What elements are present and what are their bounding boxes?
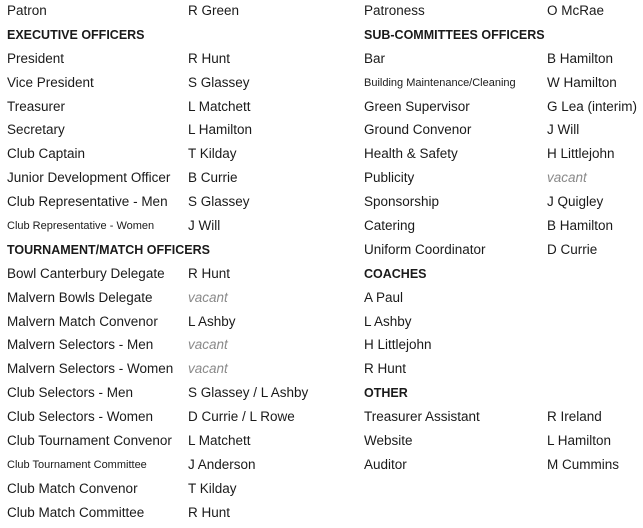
officer-row [364, 311, 643, 335]
officer-name: J Will [547, 122, 580, 138]
officer-name: R Hunt [188, 265, 231, 281]
section-heading-text: TOURNAMENT/MATCH OFFICERS [7, 242, 210, 257]
officer-name: R Hunt [188, 50, 231, 66]
officer-name: H Littlejohn [547, 146, 615, 162]
section-heading-coaches [364, 263, 643, 287]
officer-row [364, 358, 643, 382]
officer-name: R Green [188, 3, 240, 18]
officer-name: L Hamilton [547, 433, 612, 449]
officer-name: W Hamilton [547, 74, 617, 90]
officer-row [364, 430, 643, 454]
officer-name: B Hamilton [547, 218, 614, 234]
officer-row [7, 96, 357, 120]
role-label: Malvern Bowls Delegate [7, 289, 153, 305]
officer-row [364, 143, 643, 167]
officer-row [7, 0, 357, 24]
officer-row [7, 430, 357, 454]
vacant-name: vacant [188, 361, 228, 377]
role-label: Malvern Selectors - Men [7, 337, 154, 353]
section-heading-other [364, 382, 643, 406]
officer-name: T Kilday [188, 480, 237, 496]
officer-row [7, 287, 357, 311]
officer-row [364, 167, 643, 191]
officer-row [7, 167, 357, 191]
officer-row [7, 454, 357, 478]
role-label: Secretary [7, 122, 65, 138]
section-heading-sub-committees-officers [364, 24, 643, 48]
officer-name: L Ashby [188, 313, 236, 329]
role-label: Patroness [364, 3, 425, 18]
role-label: Club Selectors - Men [7, 385, 134, 401]
officer-name: J Anderson [188, 456, 256, 472]
officer-name: L Matchett [188, 98, 251, 114]
officer-name: J Quigley [547, 194, 604, 210]
role-label: A Paul [364, 289, 404, 305]
role-label: Building Maintenance/Cleaning [364, 76, 516, 89]
role-label: Club Tournament Committee [7, 458, 147, 471]
role-label: President [7, 50, 65, 66]
officer-name: T Kilday [188, 146, 237, 162]
vacant-name: vacant [188, 289, 228, 305]
role-label: H Littlejohn [364, 337, 432, 353]
right-column [364, 0, 643, 478]
left-column [7, 0, 357, 526]
role-label: Club Selectors - Women [7, 409, 154, 425]
role-label: Sponsorship [364, 194, 440, 210]
officer-row [364, 72, 643, 96]
officer-row [7, 478, 357, 502]
officer-row [7, 215, 357, 239]
officer-name: D Currie / L Rowe [188, 409, 295, 425]
role-label: Club Tournament Convenor [7, 433, 172, 449]
officer-row [7, 72, 357, 96]
officer-row [7, 263, 357, 287]
vacant-name: vacant [188, 337, 228, 353]
officer-row [7, 382, 357, 406]
role-label: Club Match Convenor [7, 480, 138, 496]
officer-name: S Glassey / L Ashby [188, 385, 309, 401]
officer-name: B Hamilton [547, 50, 614, 66]
officer-row [364, 0, 643, 24]
role-label: Auditor [364, 456, 407, 472]
section-heading-executive-officers [7, 24, 357, 48]
officer-name: R Ireland [547, 409, 602, 425]
section-heading-text: EXECUTIVE OFFICERS [7, 27, 145, 42]
role-label: Club Match Committee [7, 504, 145, 520]
role-label: Catering [364, 218, 416, 234]
officer-row [7, 334, 357, 358]
officer-name: B Currie [188, 170, 238, 186]
role-label: Club Captain [7, 146, 86, 162]
role-label: Patron [7, 3, 47, 18]
officer-name: D Currie [547, 241, 598, 257]
role-label: Club Representative - Men [7, 194, 168, 210]
vacant-name: vacant [547, 170, 587, 186]
role-label: Malvern Selectors - Women [7, 361, 174, 377]
role-label: Publicity [364, 170, 415, 186]
officer-row [7, 358, 357, 382]
role-label: Green Supervisor [364, 98, 470, 114]
role-label: Health & Safety [364, 146, 458, 162]
officer-row [364, 334, 643, 358]
officer-name: R Hunt [188, 504, 231, 520]
section-heading-text: SUB-COMMITTEES OFFICERS [364, 27, 545, 42]
role-label: Treasurer Assistant [364, 409, 480, 425]
role-label: L Ashby [364, 313, 412, 329]
officer-row [7, 406, 357, 430]
role-label: Treasurer [7, 98, 66, 114]
role-label: Website [364, 433, 413, 449]
officer-row [7, 502, 357, 526]
officer-row [364, 48, 643, 72]
role-label: Junior Development Officer [7, 170, 171, 186]
officer-row [364, 406, 643, 430]
officer-row [7, 191, 357, 215]
officer-row [7, 143, 357, 167]
officer-name: L Matchett [188, 433, 251, 449]
officer-row [364, 215, 643, 239]
officer-name: G Lea (interim) [547, 98, 638, 114]
officer-row [364, 239, 643, 263]
officer-name: S Glassey [188, 194, 250, 210]
role-label: Malvern Match Convenor [7, 313, 158, 329]
role-label: Bar [364, 50, 386, 66]
section-heading-text: OTHER [364, 386, 408, 401]
role-label: Club Representative - Women [7, 220, 155, 233]
officer-name: S Glassey [188, 74, 250, 90]
section-heading-text: COACHES [364, 266, 427, 281]
role-label: Uniform Coordinator [364, 241, 486, 257]
role-label: Vice President [7, 74, 94, 90]
officer-name: O McRae [547, 3, 605, 18]
officer-name: J Will [188, 218, 221, 234]
role-label: R Hunt [364, 361, 407, 377]
officer-row [364, 96, 643, 120]
officer-row [364, 287, 643, 311]
officer-row [7, 311, 357, 335]
officer-name: M Cummins [547, 456, 620, 472]
role-label: Ground Convenor [364, 122, 472, 138]
officer-row [7, 119, 357, 143]
section-heading-tournament-match-officers [7, 239, 357, 263]
officer-row [364, 119, 643, 143]
officer-row [7, 48, 357, 72]
officer-row [364, 191, 643, 215]
officer-name: L Hamilton [188, 122, 253, 138]
role-label: Bowl Canterbury Delegate [7, 265, 165, 281]
officer-row [364, 454, 643, 478]
